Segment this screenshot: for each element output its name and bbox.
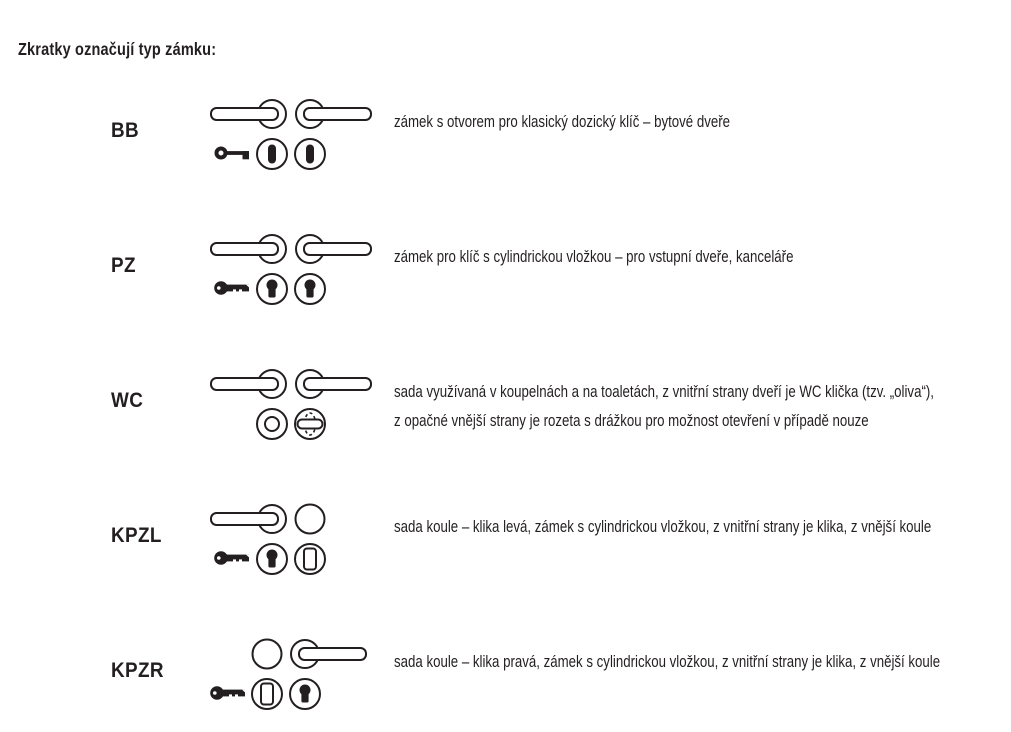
pz-keyhole-rosette-icon [257,274,287,304]
wc-oliva-thumbturn-icon [295,409,325,439]
cylinder-key-icon [210,686,245,700]
lock-hardware-diagram-pz [205,233,380,307]
lock-code: WC [111,389,144,412]
lock-hardware-diagram-bb [205,98,380,172]
lock-type-row-kpzl [0,503,1011,577]
lock-type-row-kpzr [0,638,1011,712]
groove-rosette-icon [257,409,287,439]
lock-hardware-diagram-kpzl [205,503,380,577]
lever-handle-right-icon [296,100,371,128]
lever-handle-left-icon [211,505,286,533]
pz-keyhole-rosette-icon [257,544,287,574]
lever-handle-left-icon [211,100,286,128]
lock-description: zámek pro klíč s cylindrickou vložkou – pro vstupní dveře, kanceláře [394,247,794,266]
knob-icon [296,505,325,534]
lock-type-row-wc [0,368,1011,442]
bb-keyhole-rosette-icon [295,139,325,169]
lock-code: BB [111,119,140,142]
cylinder-key-icon [214,281,249,295]
lock-code: PZ [111,254,136,277]
pz-keyhole-rosette-icon [290,679,320,709]
lever-handle-left-icon [211,370,286,398]
lock-hardware-diagram-wc [205,368,380,442]
lock-type-row-bb [0,98,1011,172]
bb-keyhole-rosette-icon [257,139,287,169]
knob-icon [253,640,282,669]
page-title: Zkratky označují typ zámku: [18,38,217,59]
cylinder-key-icon [214,551,249,565]
lock-hardware-diagram-kpzr [205,638,380,712]
lever-handle-right-icon [291,640,366,668]
knob-rosette-icon [252,679,282,709]
lock-code: KPZL [111,524,162,547]
lock-description: zámek s otvorem pro klasický dozický klíč – bytové dveře [394,112,731,131]
lock-code: KPZR [111,659,164,682]
knob-rosette-icon [295,544,325,574]
lock-description: sada koule – klika pravá, zámek s cylindrickou vložkou, z vnitřní strany je klika, z vnější koule [394,652,941,671]
lever-handle-right-icon [296,370,371,398]
lock-description: sada koule – klika levá, zámek s cylindrickou vložkou, z vnitřní strany je klika, z vnější koule [394,517,932,536]
pz-keyhole-rosette-icon [295,274,325,304]
lever-handle-left-icon [211,235,286,263]
lock-description: sada využívaná v koupelnách a na toaletách, z vnitřní strany dveří je WC klička (tzv. „oliva“), z opačné vnější strany je rozeta s drážkou pro možnost otevření v případě nouze [394,382,934,430]
classic-key-icon [217,149,250,160]
lock-type-row-pz [0,233,1011,307]
lever-handle-right-icon [296,235,371,263]
